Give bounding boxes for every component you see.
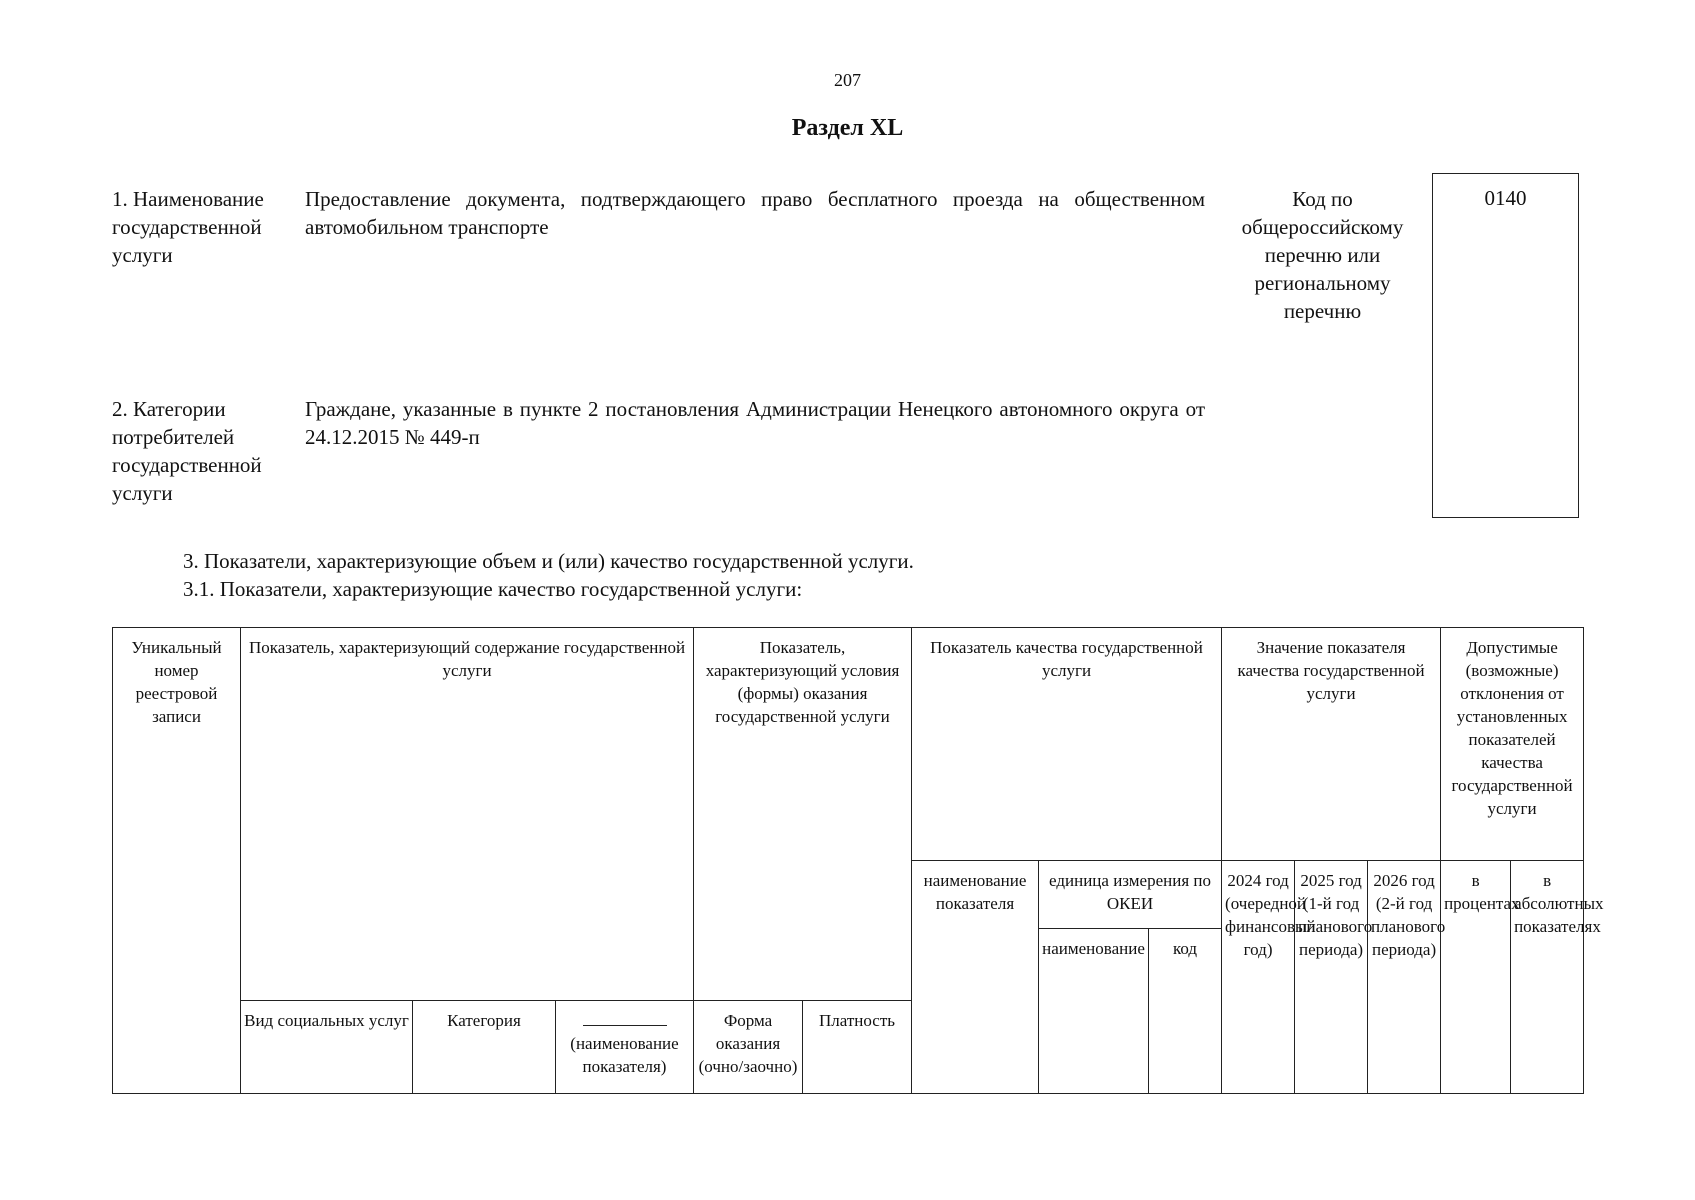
section-title: Раздел XL (791, 115, 904, 141)
header-allowed-deviation: Допустимые (возможные) отклонения от установленных показателей качества государственной услуги (1441, 628, 1584, 861)
registry-code-label: Код по общероссийскому перечню или региональному перечню (1241, 187, 1404, 323)
header-year-2026: 2026 год (2-й год планового периода) (1368, 861, 1441, 1094)
header-indicator-name-blank (556, 1001, 694, 1094)
header-indicator-name-caption: (наименование показателя) (570, 1034, 679, 1076)
header-conditions-indicator: Показатель, характеризующий условия (формы) оказания государственной услуги (694, 628, 912, 1001)
registry-code-box (1432, 173, 1579, 518)
quality-indicators-table (112, 627, 1604, 1094)
page-number: 207 (834, 70, 861, 90)
consumer-category-label: 2. Категории потребителей государственной услуги (112, 397, 262, 505)
header-unit-name: наименование (1039, 929, 1149, 1094)
header-unit-okei: единица измерения по ОКЕИ (1039, 861, 1222, 929)
section-3-1-heading: 3.1. Показатели, характеризующие качество государственной услуги: (183, 577, 803, 601)
service-name-value: Предоставление документа, подтверждающего право бесплатного проезда на общественном автомобильном транспорте (305, 187, 1205, 239)
header-year-2024: 2024 год (очередной финансовый год) (1222, 861, 1295, 1094)
header-content-indicator: Показатель, характеризующий содержание государственной услуги (241, 628, 694, 1001)
header-quality-indicator: Показатель качества государственной услуги (912, 628, 1222, 861)
service-name-label: 1. Наименование государственной услуги (112, 187, 264, 267)
header-service-form: Форма оказания (очно/заочно) (694, 1001, 803, 1094)
header-indicator-value: Значение показателя качества государственной услуги (1222, 628, 1441, 861)
header-unique-number: Уникальный номер реестровой записи (113, 628, 241, 1094)
header-indicator-name: наименование показателя (912, 861, 1039, 1094)
consumer-category-value: Граждане, указанные в пункте 2 постановления Администрации Ненецкого автономного округа от 24.12.2015 № 449-п (305, 397, 1205, 449)
header-year-2025: 2025 год (1-й год планового периода) (1295, 861, 1368, 1094)
header-category: Категория (413, 1001, 556, 1094)
header-deviation-percent: в процентах (1441, 861, 1511, 1094)
blank-line (583, 1013, 667, 1026)
header-deviation-absolute: в абсолютных показателях (1511, 861, 1584, 1094)
header-unit-code: код (1149, 929, 1222, 1094)
section-3-heading: 3. Показатели, характеризующие объем и (или) качество государственной услуги. (183, 549, 914, 573)
registry-code-value: 0140 (1484, 186, 1527, 210)
header-payment: Платность (803, 1001, 912, 1094)
header-social-service-kind: Вид социальных услуг (241, 1001, 413, 1094)
